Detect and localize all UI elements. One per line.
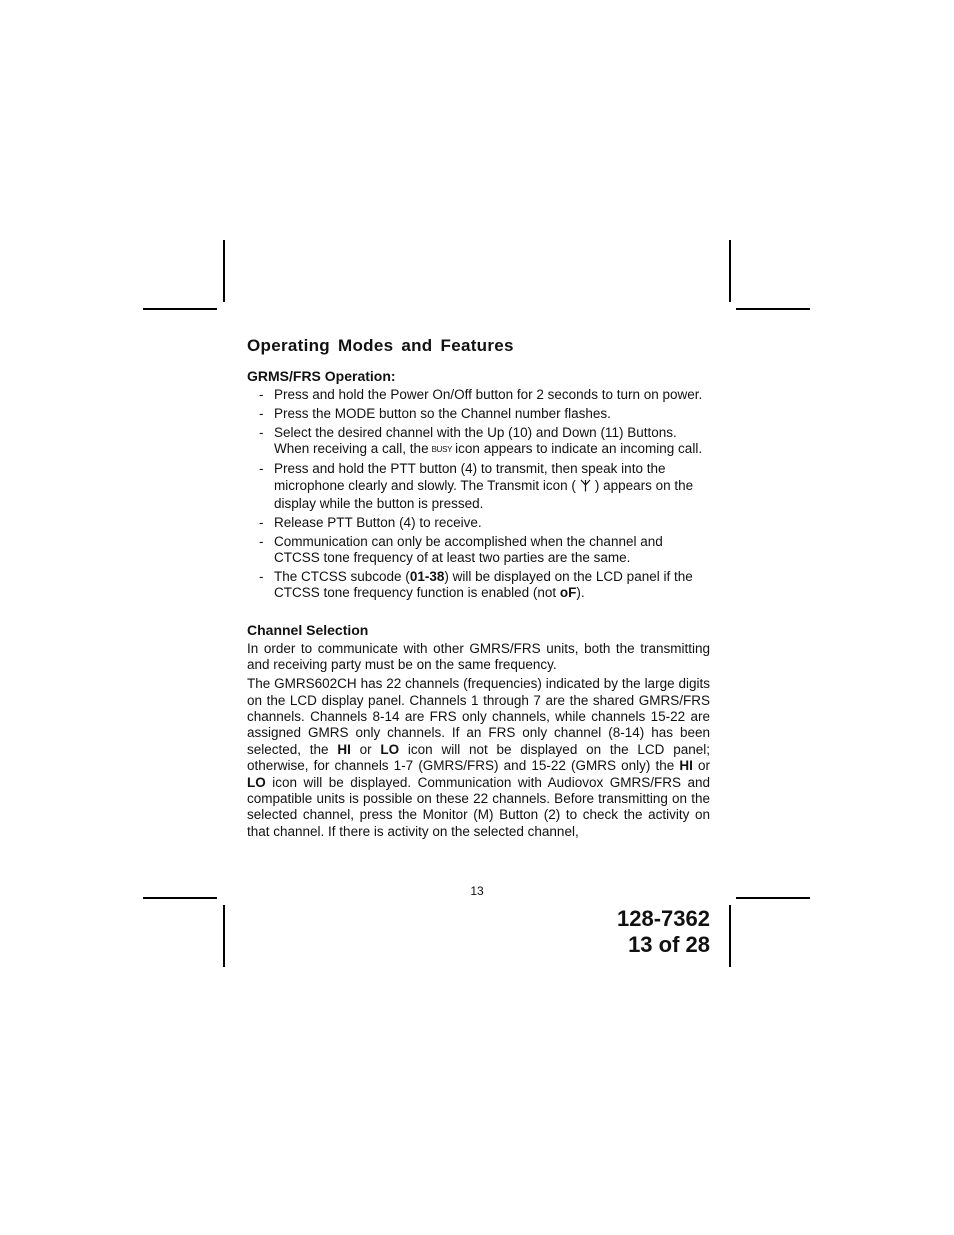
page-number: 13 xyxy=(470,884,484,898)
list-item: - Communication can only be accomplished when the channel and CTCSS tone frequency of at least two parties are the same. xyxy=(259,533,663,566)
document-number: 128-7362 xyxy=(617,906,710,931)
antenna-icon xyxy=(580,479,591,496)
crop-mark-top-right-vertical xyxy=(729,240,731,302)
crop-mark-bottom-right-vertical xyxy=(729,905,731,967)
list-item: - Select the desired channel with the Up (10) and Down (11) Buttons. When receiving a call, the BUSY icon appears to indicate an incoming call. xyxy=(259,424,703,457)
list-item: - Press the MODE button so the Channel number flashes. xyxy=(259,405,611,421)
grms-frs-steps xyxy=(247,387,710,602)
crop-mark-top-left-vertical xyxy=(223,240,225,302)
list-item: - The CTCSS subcode (01-38) will be displayed on the LCD panel if the CTCSS tone frequency function is enabled (not oF). xyxy=(259,569,693,601)
list-item: - Press and hold the Power On/Off button for 2 seconds to turn on power. xyxy=(259,387,703,402)
page-content xyxy=(247,336,710,843)
document-page-count: 13 of 28 xyxy=(628,932,710,957)
channel-selection-paragraph-2: The GMRS602CH has 22 channels (frequencies) indicated by the large digits on the LCD display panel. Channels 1 through 7 are the shared GMRS/FRS channels. Channels 8-14 are FRS only channels, while channels 15-22 are assigned GMRS only channels. If an FRS only channel (8-14) has been selected, the HI or LO icon will not be displayed on the LCD panel; otherwise, for channels 1-7 (GMRS/FRS) and 15-22 (GMRS only) the HI or LO icon will be displayed. Communication with Audiovox GMRS/FRS and compatible units is possible on these 22 channels. Before transmitting on the selected channel, press the Monitor (M) Button (2) to check the activity on that channel. If there is activity on the selected channel, xyxy=(247,676,710,839)
grms-frs-heading: GRMS/FRS Operation: xyxy=(247,368,396,384)
crop-mark-bottom-left-vertical xyxy=(223,905,225,967)
list-item: - Release PTT Button (4) to receive. xyxy=(259,514,482,530)
crop-mark-top-right-horizontal xyxy=(736,308,810,310)
section-title: Operating Modes and Features xyxy=(247,336,514,355)
crop-mark-top-left-horizontal xyxy=(143,308,217,310)
channel-selection-paragraph-1: In order to communicate with other GMRS/FRS units, both the transmitting and receiving party must be on the same frequency. xyxy=(247,640,710,673)
busy-icon: BUSY xyxy=(431,445,453,455)
list-item: - Press and hold the PTT button (4) to transmit, then speak into the microphone clearly and slowly. The Transmit icon ( ) appears on the display while the button is pressed. xyxy=(259,461,694,511)
document-number-block xyxy=(617,906,710,958)
channel-selection-heading: Channel Selection xyxy=(247,621,369,638)
